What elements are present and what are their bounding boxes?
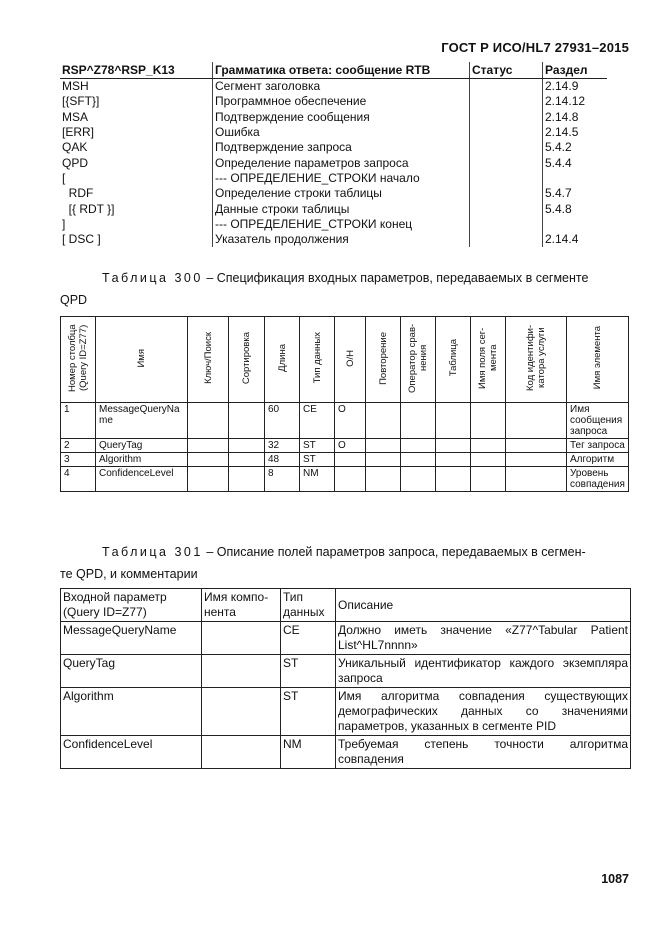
grammar-status <box>470 140 543 155</box>
table-300-cell <box>471 439 506 453</box>
grammar-description: Подтверждение сообщения <box>213 110 470 125</box>
table-300-cell <box>229 439 265 453</box>
grammar-header-message: RSP^Z78^RSP_K13 <box>60 62 213 79</box>
grammar-status <box>470 125 543 140</box>
grammar-section: 2.14.4 <box>543 232 608 247</box>
table-300-header-label: Таблица <box>447 339 459 377</box>
table-300-cell <box>366 439 401 453</box>
grammar-segment: MSA <box>62 109 89 124</box>
grammar-row <box>60 232 607 247</box>
page-number: 1087 <box>601 872 629 886</box>
grammar-status <box>470 201 543 216</box>
table-300-cell <box>401 453 436 467</box>
grammar-table <box>60 62 607 247</box>
document-header: ГОСТ Р ИСО/HL7 27931–2015 <box>441 40 629 55</box>
grammar-description: Программное обеспечение <box>213 94 470 109</box>
grammar-row <box>60 125 607 140</box>
grammar-header-row <box>60 62 607 79</box>
table-300-cell: ST <box>300 453 335 467</box>
table-300-cell <box>506 439 567 453</box>
table-300-cell <box>401 403 436 439</box>
grammar-row <box>60 201 607 216</box>
grammar-status <box>470 186 543 201</box>
table-300-header-label: Оператор срав-нения <box>407 323 429 393</box>
table-301-component <box>202 688 281 736</box>
grammar-description: Определение параметров запроса <box>213 155 470 170</box>
grammar-section: 2.14.9 <box>543 79 608 95</box>
table-300-header-cell <box>567 317 629 403</box>
table-300-cell <box>401 467 436 492</box>
table-301-description: Должно иметь значение «Z77^Tabular Patient List^HL7nnnn» <box>336 622 631 655</box>
grammar-status <box>470 79 543 95</box>
table-300-cell: MessageQueryName <box>96 403 188 439</box>
table-300-label: Таблица 300 <box>102 271 203 285</box>
grammar-segment: [{SFT}] <box>62 94 100 109</box>
table-300-cell: 1 <box>61 403 96 439</box>
table-300 <box>60 316 629 492</box>
table-301-header-type: Тип данных <box>281 589 336 622</box>
table-301-header-row <box>61 589 631 622</box>
table-300-cell <box>471 403 506 439</box>
grammar-section: 5.4.8 <box>543 201 608 216</box>
grammar-description: --- ОПРЕДЕЛЕНИЕ_СТРОКИ начало <box>213 171 470 186</box>
table-300-cell <box>335 453 366 467</box>
table-300-cell <box>506 453 567 467</box>
table-300-cell: CE <box>300 403 335 439</box>
table-300-header-cell <box>366 317 401 403</box>
grammar-section <box>543 217 608 232</box>
table-300-cell <box>506 467 567 492</box>
table-300-caption <box>102 266 631 290</box>
grammar-row <box>60 79 607 95</box>
table-300-header-label: Ключ/Поиск <box>202 332 214 384</box>
grammar-segment: RDF <box>62 186 94 201</box>
grammar-description: Ошибка <box>213 125 470 140</box>
table-300-cell: 32 <box>265 439 300 453</box>
grammar-description: --- ОПРЕДЕЛЕНИЕ_СТРОКИ конец <box>213 217 470 232</box>
table-300-cell: O <box>335 439 366 453</box>
table-300-header-label: Код идентифи-катора услуги <box>525 324 547 392</box>
table-300-cell <box>229 467 265 492</box>
grammar-header-grammar: Грамматика ответа: сообщение RTB <box>213 62 470 79</box>
table-301-param: QueryTag <box>61 655 202 688</box>
table-300-cell: Алгоритм <box>567 453 629 467</box>
table-301-title: – Описание полей параметров запроса, передаваемых в сегмен- <box>202 545 586 559</box>
table-301-component <box>202 736 281 769</box>
table-301-header-component: Имя компо-нента <box>202 589 281 622</box>
grammar-segment: [{ RDT }] <box>62 201 115 216</box>
table-301-type: NM <box>281 736 336 769</box>
grammar-row <box>60 155 607 170</box>
grammar-row <box>60 110 607 125</box>
table-300-cell: QueryTag <box>96 439 188 453</box>
table-301-row <box>61 688 631 736</box>
grammar-section: 5.4.7 <box>543 186 608 201</box>
table-301-component <box>202 655 281 688</box>
table-300-header-cell <box>436 317 471 403</box>
table-301-param: MessageQueryName <box>61 622 202 655</box>
table-301-row <box>61 655 631 688</box>
table-300-header-label: Сортировка <box>241 331 252 385</box>
table-300-cell: O <box>335 403 366 439</box>
table-300-header-cell <box>61 317 96 403</box>
table-300-header-cell <box>265 317 300 403</box>
table-300-header-cell <box>96 317 188 403</box>
table-300-caption-cont: QPD <box>60 293 88 307</box>
grammar-section: 5.4.4 <box>543 155 608 170</box>
table-301 <box>60 588 631 769</box>
table-300-header-row <box>61 317 629 403</box>
table-300-cell <box>471 453 506 467</box>
table-300-cell <box>229 403 265 439</box>
table-300-cell: ConfidenceLevel <box>96 467 188 492</box>
grammar-status <box>470 110 543 125</box>
table-300-cell <box>188 403 229 439</box>
table-300-header-cell <box>188 317 229 403</box>
table-300-header-cell <box>335 317 366 403</box>
table-301-row <box>61 736 631 769</box>
table-300-row <box>61 439 629 453</box>
table-301-type: ST <box>281 655 336 688</box>
grammar-segment: [ERR] <box>62 125 95 140</box>
table-300-cell: Тег запроса <box>567 439 629 453</box>
table-300-cell: NM <box>300 467 335 492</box>
table-301-label: Таблица 301 <box>102 545 203 559</box>
table-301-description: Требуемая степень точности алгоритма совпадения <box>336 736 631 769</box>
table-300-cell <box>506 403 567 439</box>
table-300-row <box>61 403 629 439</box>
table-300-header-label: Имя элемента <box>591 326 603 390</box>
grammar-segment: ] <box>62 216 66 231</box>
table-300-cell <box>366 403 401 439</box>
table-300-header-label: О/Н <box>344 349 356 367</box>
table-300-cell: 3 <box>61 453 96 467</box>
grammar-segment: MSH <box>62 79 89 94</box>
table-300-cell <box>436 453 471 467</box>
table-301-component <box>202 622 281 655</box>
grammar-status <box>470 94 543 109</box>
table-300-cell <box>436 439 471 453</box>
table-300-cell: 60 <box>265 403 300 439</box>
table-300-cell <box>366 467 401 492</box>
grammar-segment: QPD <box>62 155 89 170</box>
table-301-header-param: Входной параметр (Query ID=Z77) <box>61 589 202 622</box>
table-301-description: Уникальный идентификатор каждого экземпляра запроса <box>336 655 631 688</box>
table-300-cell: Algorithm <box>96 453 188 467</box>
grammar-description: Данные строки таблицы <box>213 201 470 216</box>
table-301-caption-cont: те QPD, и комментарии <box>60 567 198 581</box>
grammar-section: 2.14.5 <box>543 125 608 140</box>
table-300-title: – Спецификация входных параметров, передаваемых в сегменте <box>202 271 589 285</box>
table-300-header-label: Повторение <box>377 331 389 385</box>
grammar-section: 5.4.2 <box>543 140 608 155</box>
table-300-cell <box>366 453 401 467</box>
grammar-description: Подтверждение запроса <box>213 140 470 155</box>
grammar-row <box>60 140 607 155</box>
grammar-description: Указатель продолжения <box>213 232 470 247</box>
table-300-cell: Уровень совпадения <box>567 467 629 492</box>
grammar-segment: [ <box>62 170 66 185</box>
table-301-param: Algorithm <box>61 688 202 736</box>
grammar-section: 2.14.8 <box>543 110 608 125</box>
table-300-row <box>61 467 629 492</box>
table-300-cell: Имя сообщения запроса <box>567 403 629 439</box>
table-300-cell <box>436 403 471 439</box>
table-301-type: ST <box>281 688 336 736</box>
table-300-cell: ST <box>300 439 335 453</box>
table-300-header-cell <box>401 317 436 403</box>
table-300-header-cell <box>506 317 567 403</box>
table-301-param: ConfidenceLevel <box>61 736 202 769</box>
table-301-description: Имя алгоритма совпадения существующих демографических данных со значениями параметров, указанных в сегменте PID <box>336 688 631 736</box>
table-300-cell <box>335 467 366 492</box>
table-300-cell <box>188 453 229 467</box>
grammar-description: Определение строки таблицы <box>213 186 470 201</box>
table-300-cell <box>188 467 229 492</box>
grammar-segment: QAK <box>62 140 88 155</box>
table-300-cell: 48 <box>265 453 300 467</box>
table-300-cell <box>436 467 471 492</box>
grammar-section <box>543 171 608 186</box>
table-300-header-label: Длина <box>276 344 288 372</box>
table-300-header-cell <box>471 317 506 403</box>
table-300-cell <box>229 453 265 467</box>
table-300-cell: 4 <box>61 467 96 492</box>
table-300-header-label: Тип данных <box>311 332 323 384</box>
table-301-row <box>61 622 631 655</box>
table-300-header-label: Имя <box>136 348 147 368</box>
table-300-cell <box>471 467 506 492</box>
table-300-header-label: Номер столбца (Query ID=Z77) <box>67 324 89 392</box>
table-300-header-label: Имя поля сег-мента <box>477 327 499 389</box>
table-300-cell: 2 <box>61 439 96 453</box>
table-300-header-cell <box>229 317 265 403</box>
grammar-section: 2.14.12 <box>543 94 608 109</box>
grammar-status <box>470 217 543 232</box>
table-300-row <box>61 453 629 467</box>
grammar-segment: [ DSC ] <box>62 232 101 247</box>
table-300-cell: 8 <box>265 467 300 492</box>
table-301-header-description: Описание <box>336 589 631 622</box>
grammar-row <box>60 171 607 186</box>
table-300-cell <box>401 439 436 453</box>
grammar-status <box>470 232 543 247</box>
grammar-row <box>60 186 607 201</box>
grammar-header-section: Раздел <box>543 62 608 79</box>
grammar-description: Сегмент заголовка <box>213 79 470 95</box>
table-301-type: CE <box>281 622 336 655</box>
table-300-cell <box>188 439 229 453</box>
grammar-header-status: Статус <box>470 62 543 79</box>
table-301-caption <box>102 540 631 564</box>
grammar-row <box>60 94 607 109</box>
grammar-row <box>60 217 607 232</box>
grammar-status <box>470 155 543 170</box>
grammar-status <box>470 171 543 186</box>
table-300-header-cell <box>300 317 335 403</box>
